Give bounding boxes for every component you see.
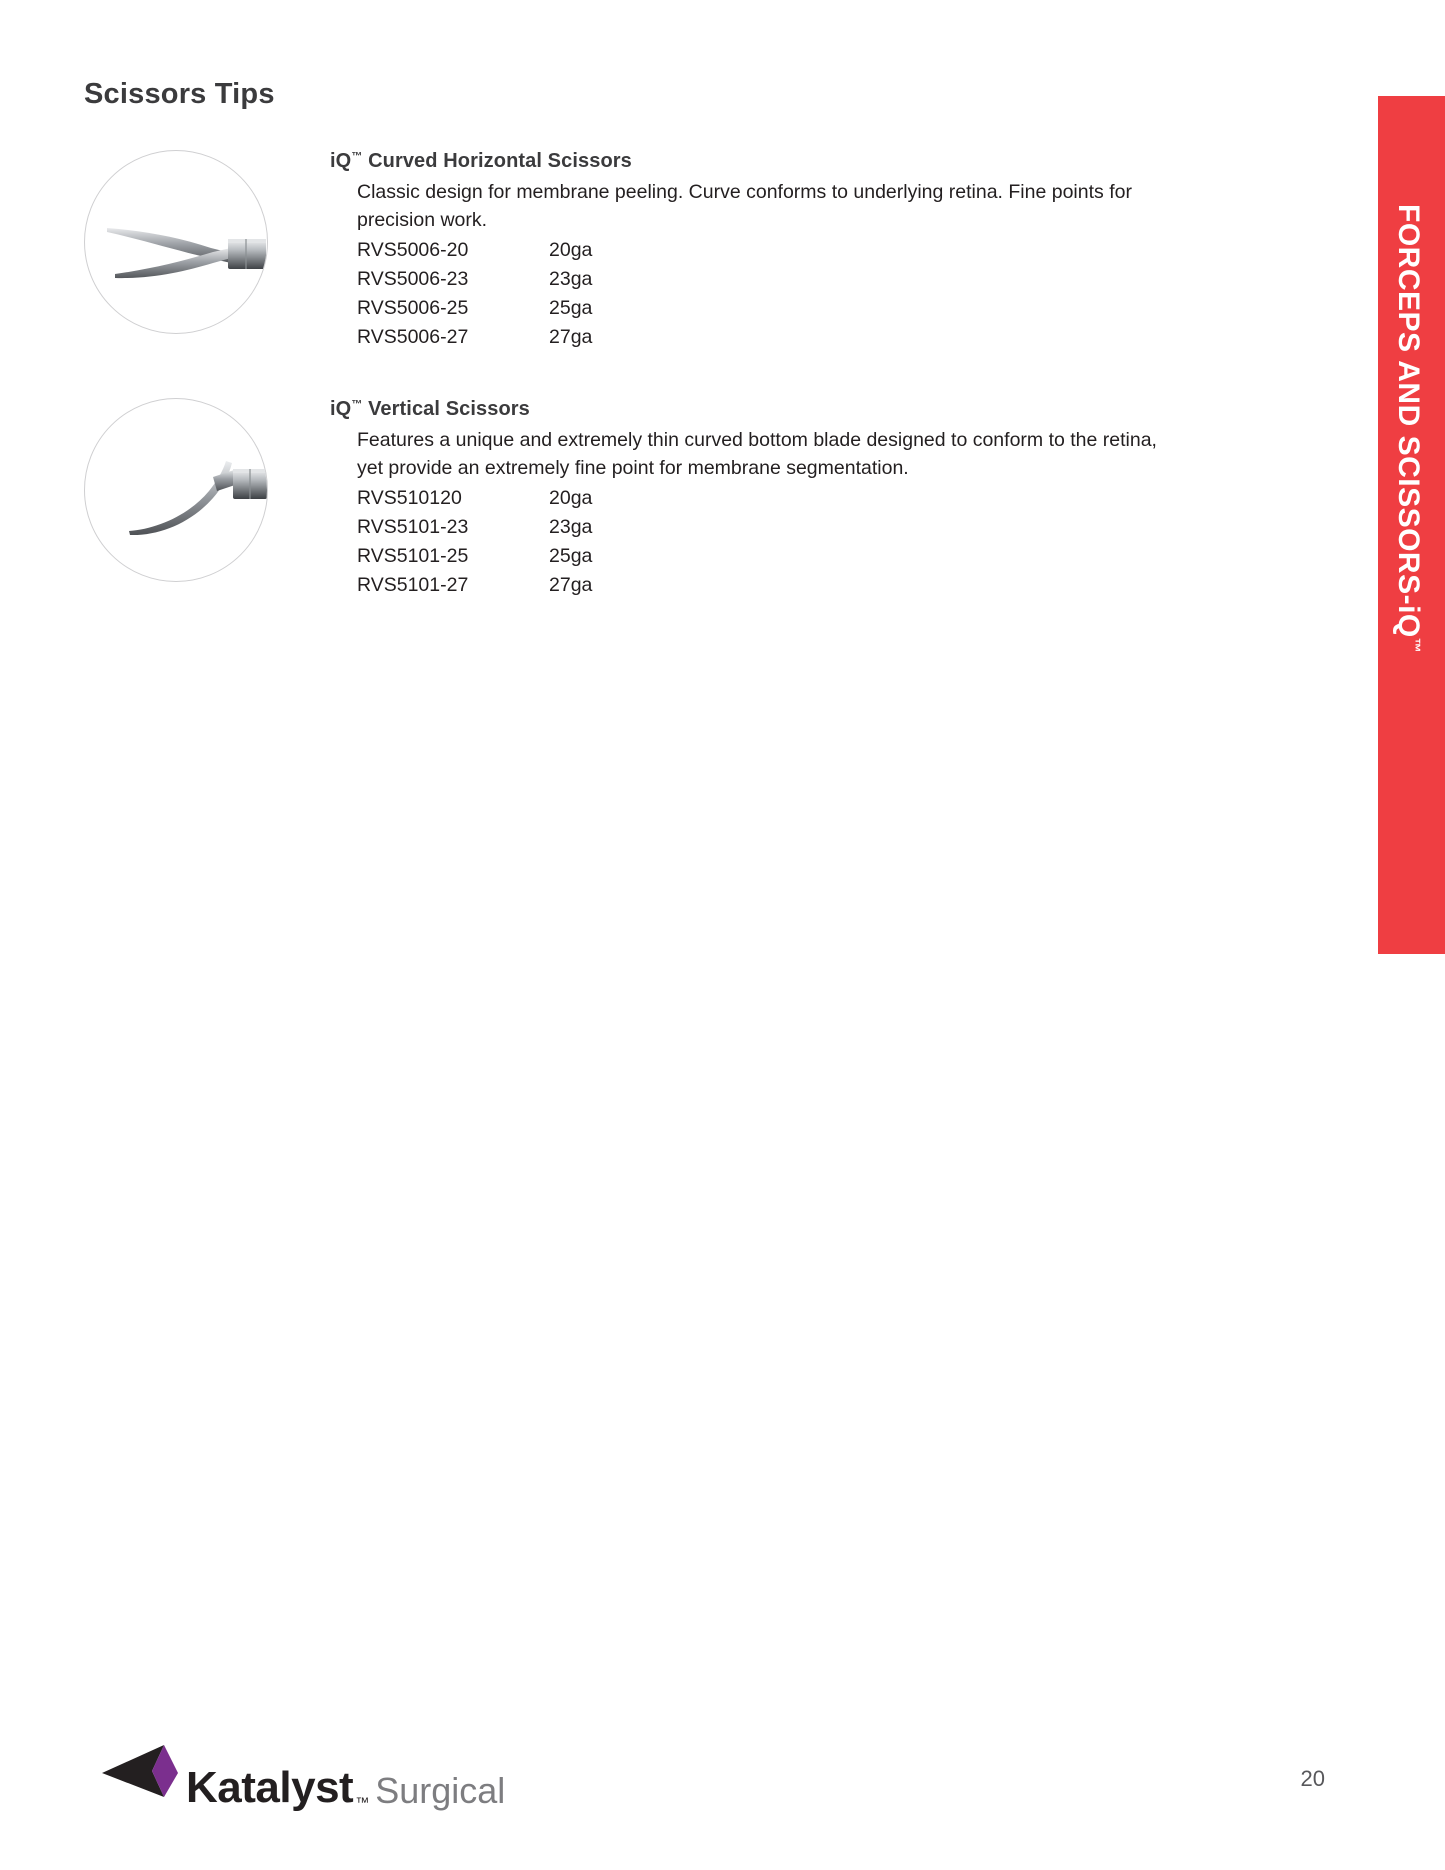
- product-text-block: [330, 150, 1160, 352]
- sku-table: [357, 484, 669, 600]
- product-description: Classic design for membrane peeling. Curve conforms to underlying retina. Fine points for precision work.: [357, 181, 1132, 231]
- logo-brand-subtitle: Surgical: [375, 1770, 506, 1811]
- trademark-symbol: ™: [351, 398, 363, 411]
- sku-code: RVS5101-25: [357, 545, 469, 567]
- product-image-vertical-scissors: [84, 398, 268, 582]
- sku-code: RVS5101-23: [357, 516, 469, 538]
- company-logo: [100, 1750, 505, 1810]
- table-row: [357, 265, 669, 294]
- sku-code: RVS5006-20: [357, 239, 469, 261]
- sku-gauge: 20ga: [549, 487, 593, 509]
- sku-gauge: 20ga: [549, 239, 593, 261]
- sku-gauge: 27ga: [549, 326, 593, 348]
- table-row: [357, 236, 669, 265]
- sku-code: RVS5101-27: [357, 574, 469, 596]
- logo-trademark: ™: [355, 1794, 370, 1810]
- section-tab-tm: ™: [1406, 637, 1423, 654]
- product-name: iQ: [330, 398, 352, 420]
- table-row: [357, 294, 669, 323]
- product-title-rest: Vertical Scissors: [362, 398, 530, 420]
- sku-code: RVS5006-27: [357, 326, 469, 348]
- trademark-symbol: ™: [351, 150, 363, 163]
- scissors-tip-illustration: [85, 399, 267, 581]
- sku-code: RVS510120: [357, 487, 462, 509]
- sku-gauge: 23ga: [549, 516, 593, 538]
- section-tab-label: [1391, 204, 1425, 653]
- page-title: Scissors Tips: [84, 78, 275, 110]
- table-row: [357, 571, 669, 600]
- logo-brand-name: Katalyst: [186, 1763, 354, 1812]
- table-row: [357, 323, 669, 352]
- product-image-curved-horizontal-scissors: [84, 150, 268, 334]
- product-description: Features a unique and extremely thin curved bottom blade designed to conform to the retina, yet provide an extremely fine point for membrane segmentation.: [357, 429, 1157, 479]
- sku-gauge: 23ga: [549, 268, 593, 290]
- sku-code: RVS5006-23: [357, 268, 469, 290]
- product-title-rest: Curved Horizontal Scissors: [362, 150, 632, 172]
- sku-code: RVS5006-25: [357, 297, 469, 319]
- section-tab-text: FORCEPS AND SCISSORS-iQ: [1392, 204, 1425, 638]
- product-heading: [330, 398, 1160, 421]
- sku-gauge: 25ga: [549, 297, 593, 319]
- product-name: iQ: [330, 150, 352, 172]
- table-row: [357, 542, 669, 571]
- sku-table: [357, 236, 669, 352]
- katalyst-arrow-icon: [100, 1743, 182, 1804]
- product-text-block: [330, 398, 1160, 600]
- product-heading: [330, 150, 1160, 173]
- scissors-tip-illustration: [85, 151, 267, 333]
- table-row: [357, 484, 669, 513]
- sku-gauge: 27ga: [549, 574, 593, 596]
- section-tab: [1378, 96, 1445, 954]
- table-row: [357, 513, 669, 542]
- page-number: 20: [1300, 1766, 1325, 1791]
- sku-gauge: 25ga: [549, 545, 593, 567]
